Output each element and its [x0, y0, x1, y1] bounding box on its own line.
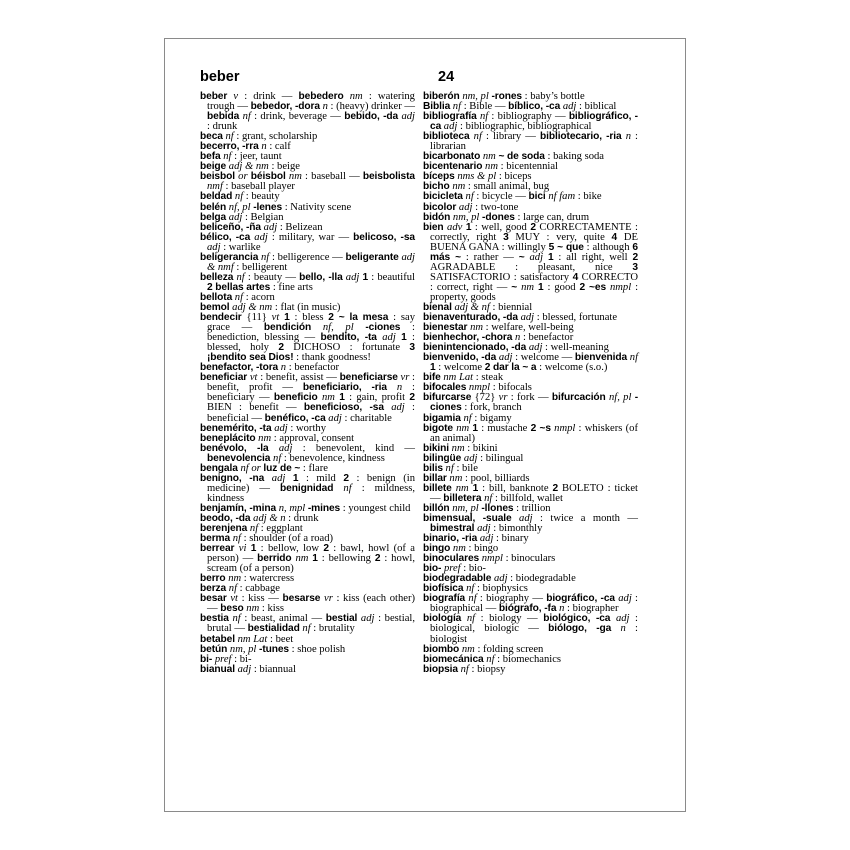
dictionary-page — [164, 38, 686, 812]
dictionary-entry: bélico, -ca adj : military, war — belicoso, -sa adj : warlike — [200, 231, 415, 253]
dictionary-entry: bemol adj & nm : flat (in music) — [200, 301, 341, 313]
dictionary-entry: bíceps nms & pl : biceps — [423, 171, 532, 183]
dictionary-entry: bigamia nf : bigamy — [423, 412, 512, 424]
dictionary-entry: betún nm, pl -tunes : shoe polish — [200, 643, 346, 655]
dictionary-entry: bifocales nmpl : bifocals — [423, 382, 532, 394]
dictionary-entry: bingo nm : bingo — [423, 543, 499, 555]
dictionary-entry: biología nf : biology — biológico, -ca adj : biological, biologic — biólogo, -ga n : biologist — [423, 613, 638, 645]
dictionary-entry: binario, -ria adj : binary — [423, 533, 529, 545]
dictionary-entry: biomecánica nf : biomechanics — [423, 653, 562, 665]
dictionary-entry: biombo nm : folding screen — [423, 643, 544, 655]
dictionary-entry: bibliografía nf : bibliography — bibliográfico, -ca adj : bibliographic, bibliographical — [423, 111, 638, 133]
dictionary-entry: bienhechor, -chora n : benefactor — [423, 332, 574, 344]
dictionary-entry: beneficiar vt : benefit, assist — beneficiarse vr : benefit, profit — beneficiario, -ria n : beneficiary — beneficio nm 1 : gain, profit 2 BIEN : benefit — beneficioso, -sa adj : beneficial — benéfico, -ca adj : charitable — [200, 372, 416, 424]
dictionary-entry: bengala nf or luz de ~ : flare — [200, 462, 328, 474]
dictionary-entry: bendecir {11} vt 1 : bless 2 ~ la mesa : say grace — bendición nf, pl -ciones : benediction, blessing — bendito, -ta adj 1 : blessed, holy 2 DICHOSO : fortunate 3 ¡bendito sea Dios! : thank goodness! — [200, 312, 416, 364]
dictionary-entry: benjamín, -mina n, mpl -mines : youngest child — [200, 502, 411, 514]
dictionary-entry: berenjena nf : eggplant — [200, 523, 303, 535]
page-header — [200, 69, 650, 89]
dictionary-entry: beliceño, -ña adj : Belizean — [200, 221, 323, 233]
dictionary-entry: bienaventurado, -da adj : blessed, fortunate — [423, 312, 618, 324]
dictionary-entry: billar nm : pool, billiards — [423, 472, 530, 484]
dictionary-entry: biberón nm, pl -rones : baby’s bottle — [423, 91, 585, 102]
dictionary-entry: bestia nf : beast, animal — bestial adj : bestial, brutal — bestialidad nf : brutality — [200, 613, 415, 635]
guide-word: beber — [200, 69, 240, 85]
dictionary-entry: beldad nf : beauty — [200, 191, 280, 203]
dictionary-entry: biblioteca nf : library — bibliotecario, -ria n : librarian — [423, 131, 639, 153]
dictionary-entry: beligerancia nf : belligerence — beligerante adj & nmf : belligerent — [200, 251, 415, 273]
dictionary-entry: bicolor adj : two-tone — [423, 201, 519, 213]
dictionary-entry: bi- pref : bi- — [200, 653, 252, 665]
dictionary-entry: bikini nm : bikini — [423, 442, 498, 454]
dictionary-entry: belén nf, pl -lenes : Nativity scene — [200, 201, 352, 213]
dictionary-entry: beodo, -da adj & n : drunk — [200, 512, 319, 524]
dictionary-entry: bifurcarse {72} vr : fork — bifurcación nf, pl -ciones : fork, branch — [423, 392, 639, 414]
dictionary-entry: Biblia nf : Bible — bíblico, -ca adj : biblical — [423, 101, 617, 113]
dictionary-entry: beneplácito nm : approval, consent — [200, 432, 355, 444]
dictionary-entry: benemérito, -ta adj : worthy — [200, 422, 326, 434]
dictionary-entry: bienvenido, -da adj : welcome — bienvenida nf 1 : welcome 2 dar la ~ a : welcome (s.o.) — [423, 352, 639, 374]
dictionary-entry: bien adv 1 : well, good 2 CORRECTAMENTE : correctly, right 3 MUY : very, quite 4 DE BUENA GANA : willingly 5 ~ que : although 6 más ~ : rather — ~ adj 1 : all right, well 2 AGRADABLE : pleasant, nice 3 SATISFACTORIO : satisfactory 4 CORRECTO : correct, right — ~ nm 1 : good 2 ~es nmpl : property, goods — [423, 221, 639, 303]
dictionary-entry: biofísica nf : biophysics — [423, 583, 528, 595]
dictionary-entry: bienestar nm : welfare, well-being — [423, 322, 574, 334]
dictionary-entry: bianual adj : biannual — [200, 663, 296, 675]
dictionary-entry: berro nm : watercress — [200, 573, 295, 585]
dictionary-entry: bicicleta nf : bicycle — bici nf fam : bike — [423, 191, 602, 203]
dictionary-entry: benévolo, -la adj : benevolent, kind — benevolencia nf : benevolence, kindness — [200, 442, 415, 464]
dictionary-entry: besar vt : kiss — besarse vr : kiss (each other) — beso nm : kiss — [200, 593, 416, 615]
dictionary-entry: becerro, -rra n : calf — [200, 141, 291, 153]
dictionary-entry: bienintencionado, -da adj : well-meaning — [423, 342, 609, 354]
dictionary-entry: bicentenario nm : bicentennial — [423, 161, 558, 173]
dictionary-entry: biopsia nf : biopsy — [423, 663, 506, 675]
dictionary-entry: bigote nm 1 : mustache 2 ~s nmpl : whiskers (of an animal) — [423, 422, 638, 444]
dictionary-entry: billón nm, pl -llones : trillion — [423, 502, 551, 514]
dictionary-entry: bio- pref : bio- — [423, 563, 486, 575]
dictionary-entry: beca nf : grant, scholarship — [200, 131, 318, 143]
dictionary-entry: biodegradable adj : biodegradable — [423, 573, 576, 585]
dictionary-entry: berma nf : shoulder (of a road) — [200, 533, 334, 545]
dictionary-entry: berza nf : cabbage — [200, 583, 280, 595]
page-number: 24 — [438, 69, 455, 85]
dictionary-entry: belleza nf : beauty — bello, -lla adj 1 : beautiful 2 bellas artes : fine arts — [200, 271, 415, 293]
right-column — [423, 92, 638, 675]
dictionary-entry: benefactor, -tora n : benefactor — [200, 362, 340, 374]
dictionary-entry: bimensual, -suale adj : twice a month — bimestral adj : bimonthly — [423, 512, 638, 535]
dictionary-entry: beber v : drink — bebedero nm : watering trough — bebedor, -dora n : (heavy) drinker — bebida nf : drink, beverage — bebido, -da adj : drunk — [200, 91, 415, 133]
dictionary-entry: befa nf : jeer, taunt — [200, 151, 282, 163]
dictionary-entry: beisbol or béisbol nm : baseball — beisbolista nmf : baseball player — [200, 171, 415, 193]
dictionary-entry: betabel nm Lat : beet — [200, 633, 294, 645]
dictionary-entry: binoculares nmpl : binoculars — [423, 553, 556, 565]
left-column — [200, 92, 415, 675]
dictionary-entry: belga adj : Belgian — [200, 211, 284, 223]
dictionary-entry: bidón nm, pl -dones : large can, drum — [423, 211, 590, 223]
dictionary-entry: bife nm Lat : steak — [423, 372, 504, 384]
dictionary-entry: benigno, -na adj 1 : mild 2 : benign (in medicine) — benignidad nf : mildness, kindness — [200, 472, 416, 504]
dictionary-entry: bicarbonato nm ~ de soda : baking soda — [423, 151, 604, 163]
dictionary-entry: bicho nm : small animal, bug — [423, 181, 550, 193]
dictionary-entry: bellota nf : acorn — [200, 291, 275, 303]
dictionary-entry: bilis nf : bile — [423, 462, 478, 474]
dictionary-entry: beige adj & nm : beige — [200, 161, 300, 173]
dictionary-entry: billete nm 1 : bill, banknote 2 BOLETO : ticket — billetera nf : billfold, wallet — [423, 482, 638, 504]
dictionary-entry: bilingüe adj : bilingual — [423, 452, 524, 464]
dictionary-entry: biografía nf : biography — biográfico, -ca adj : biographical — biógrafo, -fa n : biographer — [423, 593, 638, 615]
dictionary-entry: berrear vi 1 : bellow, low 2 : bawl, howl (of a person) — berrido nm 1 : bellowing 2 : howl, scream (of a person) — [200, 543, 415, 575]
dictionary-entry: bienal adj & nf : biennial — [423, 301, 533, 313]
